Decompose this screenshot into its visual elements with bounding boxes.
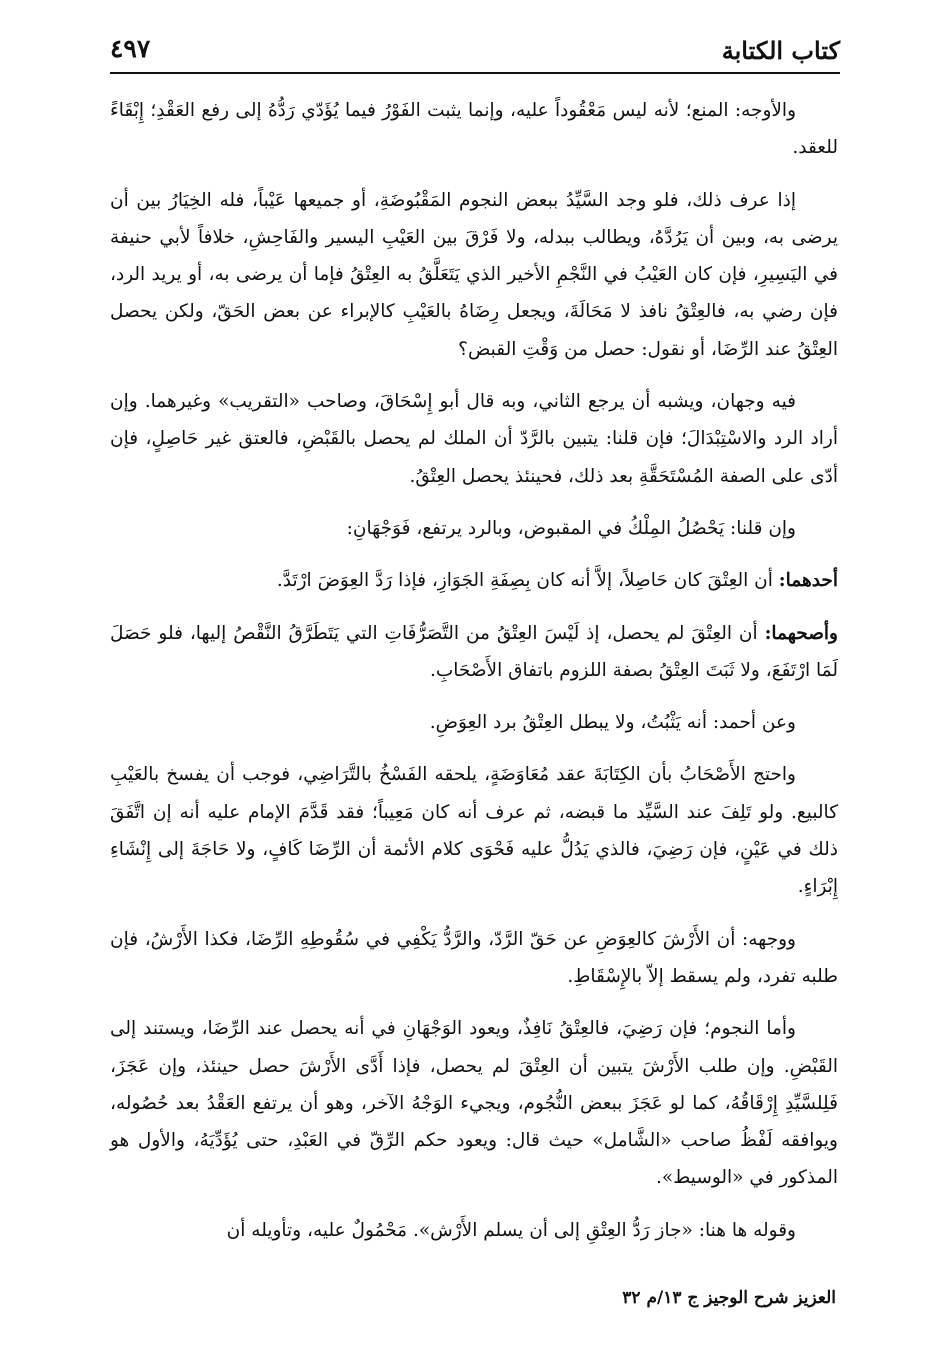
printer-signature: العزيز شرح الوجيز ج ١٣/م ٣٢ (622, 1288, 836, 1308)
paragraph-text: واحتج الأَصْحَابُ بأن الكِتَابَةَ عقد مُعَاوَضَةٍ، يلحقه الفَسْخُ بالتَّرَاضِي، فوجب أن يفسخ بالعَيْبِ كالبيع. ولو تَلِفَ عند السَّيِّد ما قبضه، ثم عرف أنه كان مَعِيباً؛ فقد قَدَّمَ الإمام عليه أنه إن اتَّفَقَ ذلك في عَيْنٍ، فإن رَضِيَ، فالذي يَدُلُّ عليه فَحْوَى كلام الأئمة أن الرِّضَا كَافٍ، ولا حَاجَةَ إلى إِنْشَاءِ إِبْرَاءٍ. (110, 764, 838, 898)
chapter-title: كتاب الكتابة (721, 36, 840, 65)
paragraph-text: أن العِتْقَ لم يحصل، إذ لَيْسَ العِتْقُ من التَّصَرُّفَاتِ التي يَتَطَرَّقُ النَّقْصُ إليها، فلو حَصَلَ لَمَا ارْتَفَعَ، ولا ثَبَتَ العِتْقُ بصفة اللزوم باتفاق الأَصْحَابِ. (110, 622, 838, 681)
paragraph-text: وقوله ها هنا: «جاز رَدُّ العِتْقِ إلى أن يسلم الأَرْش». مَحْمُولٌ عليه، وتأويله أن (226, 1219, 796, 1241)
paragraph (110, 1212, 838, 1249)
paragraph (110, 921, 838, 996)
paragraph-text: والأوجه: المنع؛ لأنه ليس مَعْقُوداً عليه، وإنما يثبت الفَوْرُ فيما يُؤَدّي رَدُّهُ إلى رفع العَقْدِ؛ إِبْقَاءً للعقد. (110, 100, 838, 159)
paragraph (110, 756, 838, 905)
page-number: ٤٩٧ (110, 34, 151, 63)
paragraph (110, 1010, 838, 1196)
paragraph-term: وأصحهما: (764, 622, 838, 644)
paragraph-text: إذا عرف ذلك، فلو وجد السَّيِّدُ ببعض النجوم المَقْبُوضَةِ، أو جميعها عَيْباً، فله الخِيَارُ بين أن يرضى به، وبين أن يَرُدَّهُ، ويطالب ببدله، ولا فَرْقَ بين العَيْبِ اليسير والفَاحِشِ، خلافاً لأبي حنيفة في اليَسِيرِ، فإن كان العَيْبُ في النَّجْمِ الأخير الذي يَتَعَلَّقُ به العِتْقُ فإما أن يرضى به، أو يريد الرد، فإن رضي به، فالعِتْقُ نافذ لا مَحَالَةَ، ويجعل رِضَاهُ بالعَيْبِ كالإبراء عن بعض الحَقّ، ولكن يحصل العِتْقُ عند الرِّضَا، أو نقول: حصل من وَقْتِ القبض؟ (110, 189, 838, 360)
body-text (110, 92, 838, 1264)
paragraph (110, 383, 838, 495)
header-divider (110, 72, 840, 74)
paragraph-term: أحدهما: (778, 570, 838, 592)
running-header (110, 30, 840, 74)
paragraph-text: وأما النجوم؛ فإن رَضِيَ، فالعِتْقُ نَافِذٌ، ويعود الوَجْهَانِ في أنه يحصل عند الرِّضَا، ويستند إلى القَبْضِ. وإن طلب الأَرْشَ يتبين أن العِتْقَ لم يحصل، فإذا أَدَّى الأَرْشَ حصل حينئذ، وإن عَجَزَ، فَلِلسَّيِّدِ إِرْقَاقُهُ، كما لو عَجَزَ ببعض النُّجُوم، ويجيء الوَجْهُ الآخر، وهو أن يرتفع العَقْدُ بعد حُصُوله، ويوافقه لَفْظُ صاحب «الشَّامل» حيث قال: ويعود حكم الرِّقّ في العَبْدِ، حتى يُؤَدِّيَهُ، والأول هو المذكور في «الوسيط». (110, 1018, 838, 1189)
paragraph (110, 562, 838, 599)
paragraph (110, 615, 838, 690)
paragraph (110, 182, 838, 368)
paragraph-text: فيه وجهان، ويشبه أن يرجع الثاني، وبه قال أبو إِسْحَاقَ، وصاحب «التقريب» وغيرهما. وإن أراد الرد والاسْتِبْدَالَ؛ فإن قلنا: يتبين بالرَّدّ أن الملك لم يحصل بالقَبْضِ، فالعتق غير حَاصِلٍ، فإن أدّى على الصفة المُسْتَحَقَّةِ بعد ذلك، فحينئذ يحصل العِتْقُ. (110, 391, 838, 487)
paragraph-text: وعن أحمد: أنه يَثْبُتُ، ولا يبطل العِتْقُ برد العِوَضِ. (429, 712, 796, 734)
paragraph-text: أن العِتْقَ كان حَاصِلاً، إلاَّ أنه كان بِصِفَةِ الجَوَازِ، فإذا رَدَّ العِوَضَ ارْتَدَّ. (276, 570, 773, 592)
paragraph (110, 704, 838, 741)
paragraph (110, 92, 838, 167)
paragraph-text: ووجهه: أن الأَرْشَ كالعِوَضِ عن حَقّ الرَّدّ، والرَّدُّ يَكْفِي في سُقُوطِهِ الرِّضَا، فكذا الأَرْشُ، فإن طلبه تفرد، ولم يسقط إلاّ بالإِسْقَاطِ. (110, 928, 838, 987)
paragraph-text: وإن قلنا: يَحْصُلُ المِلْكُ في المقبوض، وبالرد يرتفع، فَوَجْهَانِ: (346, 517, 796, 539)
paragraph (110, 510, 838, 547)
